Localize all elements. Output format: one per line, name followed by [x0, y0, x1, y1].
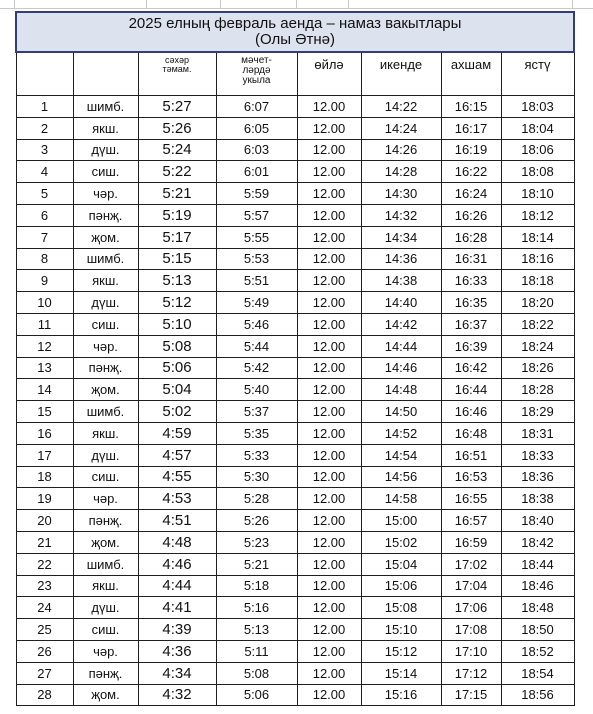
cell-asr: 14:30 [361, 183, 441, 205]
cell-isha: 18:12 [501, 204, 574, 226]
cell-dhuhr: 12.00 [297, 379, 361, 401]
cell-mosque-time: 5:08 [216, 662, 297, 684]
cell-fajr-end: 5:08 [138, 335, 216, 357]
cell-weekday: чәр. [73, 335, 138, 357]
cell-day: 25 [16, 619, 73, 641]
cell-weekday: якш. [73, 117, 138, 139]
cell-asr: 15:10 [361, 619, 441, 641]
cell-weekday: җом. [73, 531, 138, 553]
table-row [16, 292, 574, 314]
cell-isha: 18:38 [501, 488, 574, 510]
cell-fajr-end: 5:12 [138, 292, 216, 314]
cell-maghrib: 16:51 [441, 444, 501, 466]
cell-fajr-end: 5:13 [138, 270, 216, 292]
cell-maghrib: 16:28 [441, 226, 501, 248]
cell-mosque-time: 5:49 [216, 292, 297, 314]
cell-isha: 18:40 [501, 510, 574, 532]
cell-day: 12 [16, 335, 73, 357]
cell-asr: 14:38 [361, 270, 441, 292]
cell-dhuhr: 12.00 [297, 270, 361, 292]
cell-mosque-time: 5:33 [216, 444, 297, 466]
cell-dhuhr: 12.00 [297, 292, 361, 314]
cell-dhuhr: 12.00 [297, 357, 361, 379]
cell-asr: 14:36 [361, 248, 441, 270]
cell-asr: 15:16 [361, 684, 441, 706]
cell-mosque-time: 5:30 [216, 466, 297, 488]
cell-fajr-end: 4:57 [138, 444, 216, 466]
cell-asr: 15:00 [361, 510, 441, 532]
table-row [16, 510, 574, 532]
table-row [16, 248, 574, 270]
cell-fajr-end: 5:27 [138, 96, 216, 118]
cell-isha: 18:56 [501, 684, 574, 706]
cell-isha: 18:08 [501, 161, 574, 183]
header-fajr-line-1: сәхәр [164, 55, 190, 65]
cell-maghrib: 16:24 [441, 183, 501, 205]
cell-maghrib: 16:42 [441, 357, 501, 379]
cell-day: 6 [16, 204, 73, 226]
cell-dhuhr: 12.00 [297, 531, 361, 553]
cell-weekday: шимб. [73, 553, 138, 575]
cell-dhuhr: 12.00 [297, 422, 361, 444]
cell-fajr-end: 4:55 [138, 466, 216, 488]
cell-day: 26 [16, 640, 73, 662]
cell-day: 4 [16, 161, 73, 183]
cell-dhuhr: 12.00 [297, 597, 361, 619]
table-row [16, 96, 574, 118]
cell-asr: 14:50 [361, 401, 441, 423]
cell-fajr-end: 4:48 [138, 531, 216, 553]
cell-asr: 14:48 [361, 379, 441, 401]
cell-fajr-end: 5:26 [138, 117, 216, 139]
cell-weekday: шимб. [73, 248, 138, 270]
table-body [16, 96, 574, 706]
cell-asr: 15:02 [361, 531, 441, 553]
header-day [16, 52, 73, 96]
table-row [16, 161, 574, 183]
cell-maghrib: 16:26 [441, 204, 501, 226]
cell-mosque-time: 5:06 [216, 684, 297, 706]
cell-mosque-time: 5:16 [216, 597, 297, 619]
cell-isha: 18:24 [501, 335, 574, 357]
cell-mosque-time: 5:42 [216, 357, 297, 379]
ruler-tick [146, 0, 147, 8]
cell-asr: 15:12 [361, 640, 441, 662]
cell-asr: 14:32 [361, 204, 441, 226]
cell-weekday: пәнҗ. [73, 510, 138, 532]
cell-isha: 18:29 [501, 401, 574, 423]
cell-maghrib: 16:37 [441, 313, 501, 335]
cell-asr: 14:34 [361, 226, 441, 248]
cell-fajr-end: 4:46 [138, 553, 216, 575]
cell-fajr-end: 4:32 [138, 684, 216, 706]
cell-asr: 14:56 [361, 466, 441, 488]
cell-day: 7 [16, 226, 73, 248]
cell-maghrib: 16:15 [441, 96, 501, 118]
cell-fajr-end: 5:21 [138, 183, 216, 205]
cell-asr: 15:06 [361, 575, 441, 597]
table-row [16, 684, 574, 706]
cell-dhuhr: 12.00 [297, 335, 361, 357]
cell-mosque-time: 5:21 [216, 553, 297, 575]
cell-mosque-time: 5:53 [216, 248, 297, 270]
cell-isha: 18:28 [501, 379, 574, 401]
cell-maghrib: 16:19 [441, 139, 501, 161]
table-row [16, 226, 574, 248]
cell-mosque-time: 5:59 [216, 183, 297, 205]
cell-maghrib: 16:39 [441, 335, 501, 357]
cell-mosque-time: 5:51 [216, 270, 297, 292]
cell-dhuhr: 12.00 [297, 96, 361, 118]
table-row [16, 204, 574, 226]
table-row [16, 183, 574, 205]
cell-day: 24 [16, 597, 73, 619]
cell-fajr-end: 5:19 [138, 204, 216, 226]
ruler-tick [572, 0, 573, 8]
cell-weekday: чәр. [73, 183, 138, 205]
header-row [16, 52, 574, 96]
cell-mosque-time: 6:07 [216, 96, 297, 118]
cell-asr: 15:04 [361, 553, 441, 575]
ruler-tick [348, 0, 349, 8]
cell-isha: 18:06 [501, 139, 574, 161]
cell-weekday: якш. [73, 422, 138, 444]
cell-mosque-time: 5:57 [216, 204, 297, 226]
cell-isha: 18:44 [501, 553, 574, 575]
cell-dhuhr: 12.00 [297, 139, 361, 161]
cell-weekday: җом. [73, 226, 138, 248]
cell-weekday: шимб. [73, 401, 138, 423]
page-ruler [0, 0, 593, 9]
cell-mosque-time: 5:13 [216, 619, 297, 641]
cell-day: 16 [16, 422, 73, 444]
cell-weekday: пәнҗ. [73, 357, 138, 379]
ruler-tick [296, 0, 297, 8]
cell-isha: 18:20 [501, 292, 574, 314]
cell-weekday: дүш. [73, 292, 138, 314]
cell-dhuhr: 12.00 [297, 575, 361, 597]
cell-maghrib: 17:08 [441, 619, 501, 641]
cell-dhuhr: 12.00 [297, 313, 361, 335]
cell-maghrib: 16:53 [441, 466, 501, 488]
cell-isha: 18:50 [501, 619, 574, 641]
cell-fajr-end: 4:44 [138, 575, 216, 597]
cell-maghrib: 16:59 [441, 531, 501, 553]
cell-asr: 15:08 [361, 597, 441, 619]
cell-isha: 18:16 [501, 248, 574, 270]
cell-asr: 14:44 [361, 335, 441, 357]
cell-weekday: сиш. [73, 619, 138, 641]
cell-maghrib: 16:57 [441, 510, 501, 532]
table-row [16, 488, 574, 510]
cell-isha: 18:42 [501, 531, 574, 553]
header-mosque-line-1: мәчет- [241, 55, 272, 66]
cell-dhuhr: 12.00 [297, 444, 361, 466]
cell-fajr-end: 4:59 [138, 422, 216, 444]
cell-maghrib: 16:55 [441, 488, 501, 510]
cell-mosque-time: 5:35 [216, 422, 297, 444]
cell-weekday: якш. [73, 575, 138, 597]
table-row [16, 466, 574, 488]
cell-fajr-end: 5:02 [138, 401, 216, 423]
header-mosque-time [216, 52, 297, 96]
cell-day: 15 [16, 401, 73, 423]
cell-isha: 18:14 [501, 226, 574, 248]
cell-dhuhr: 12.00 [297, 684, 361, 706]
table-row [16, 117, 574, 139]
cell-day: 1 [16, 96, 73, 118]
cell-isha: 18:52 [501, 640, 574, 662]
header-mosque-line-3: укыла [242, 75, 271, 86]
table-row [16, 335, 574, 357]
cell-fajr-end: 5:04 [138, 379, 216, 401]
cell-mosque-time: 5:46 [216, 313, 297, 335]
cell-maghrib: 17:10 [441, 640, 501, 662]
table-row [16, 422, 574, 444]
cell-fajr-end: 4:39 [138, 619, 216, 641]
cell-dhuhr: 12.00 [297, 401, 361, 423]
cell-fajr-end: 4:41 [138, 597, 216, 619]
cell-isha: 18:54 [501, 662, 574, 684]
cell-maghrib: 16:44 [441, 379, 501, 401]
cell-day: 13 [16, 357, 73, 379]
header-isha: ястү [501, 52, 574, 96]
cell-maghrib: 16:33 [441, 270, 501, 292]
cell-day: 8 [16, 248, 73, 270]
cell-dhuhr: 12.00 [297, 662, 361, 684]
title-row [16, 12, 574, 52]
cell-weekday: дүш. [73, 139, 138, 161]
cell-isha: 18:04 [501, 117, 574, 139]
cell-day: 17 [16, 444, 73, 466]
cell-weekday: җом. [73, 684, 138, 706]
cell-weekday: чәр. [73, 488, 138, 510]
cell-day: 21 [16, 531, 73, 553]
table-row [16, 531, 574, 553]
cell-dhuhr: 12.00 [297, 466, 361, 488]
cell-weekday: җом. [73, 379, 138, 401]
cell-isha: 18:22 [501, 313, 574, 335]
cell-day: 10 [16, 292, 73, 314]
cell-asr: 14:42 [361, 313, 441, 335]
cell-maghrib: 17:15 [441, 684, 501, 706]
cell-day: 18 [16, 466, 73, 488]
cell-maghrib: 16:35 [441, 292, 501, 314]
cell-dhuhr: 12.00 [297, 553, 361, 575]
cell-dhuhr: 12.00 [297, 640, 361, 662]
cell-fajr-end: 5:06 [138, 357, 216, 379]
cell-dhuhr: 12.00 [297, 248, 361, 270]
cell-asr: 14:28 [361, 161, 441, 183]
cell-dhuhr: 12.00 [297, 226, 361, 248]
table-row [16, 575, 574, 597]
cell-mosque-time: 5:40 [216, 379, 297, 401]
header-mosque-line-2: ләрдә [242, 65, 271, 76]
table-row [16, 640, 574, 662]
cell-maghrib: 16:17 [441, 117, 501, 139]
cell-weekday: пәнҗ. [73, 204, 138, 226]
cell-maghrib: 17:04 [441, 575, 501, 597]
cell-fajr-end: 5:10 [138, 313, 216, 335]
table-row [16, 313, 574, 335]
cell-asr: 14:40 [361, 292, 441, 314]
cell-fajr-end: 4:53 [138, 488, 216, 510]
cell-dhuhr: 12.00 [297, 117, 361, 139]
cell-maghrib: 16:22 [441, 161, 501, 183]
header-asr: икенде [361, 52, 441, 96]
cell-mosque-time: 5:37 [216, 401, 297, 423]
table-row [16, 553, 574, 575]
header-maghrib: ахшам [441, 52, 501, 96]
table-row [16, 401, 574, 423]
cell-fajr-end: 5:24 [138, 139, 216, 161]
table-row [16, 619, 574, 641]
table-row [16, 357, 574, 379]
table-row [16, 270, 574, 292]
cell-isha: 18:46 [501, 575, 574, 597]
cell-dhuhr: 12.00 [297, 183, 361, 205]
header-fajr-end [138, 52, 216, 96]
cell-mosque-time: 5:11 [216, 640, 297, 662]
cell-asr: 15:14 [361, 662, 441, 684]
cell-mosque-time: 5:26 [216, 510, 297, 532]
cell-asr: 14:52 [361, 422, 441, 444]
cell-asr: 14:58 [361, 488, 441, 510]
cell-day: 9 [16, 270, 73, 292]
cell-weekday: сиш. [73, 161, 138, 183]
cell-day: 23 [16, 575, 73, 597]
table-row [16, 444, 574, 466]
cell-mosque-time: 5:23 [216, 531, 297, 553]
cell-day: 5 [16, 183, 73, 205]
ruler-tick [14, 0, 15, 8]
table-row [16, 662, 574, 684]
cell-isha: 18:26 [501, 357, 574, 379]
header-dhuhr: өйлә [297, 52, 361, 96]
header-weekday [73, 52, 138, 96]
cell-fajr-end: 4:34 [138, 662, 216, 684]
title-line-1: 2025 елның февраль аенда – намаз вакытлары [128, 15, 462, 32]
cell-maghrib: 17:06 [441, 597, 501, 619]
cell-mosque-time: 5:44 [216, 335, 297, 357]
cell-mosque-time: 5:55 [216, 226, 297, 248]
cell-asr: 14:22 [361, 96, 441, 118]
cell-day: 22 [16, 553, 73, 575]
cell-dhuhr: 12.00 [297, 510, 361, 532]
cell-fajr-end: 5:17 [138, 226, 216, 248]
table-row [16, 597, 574, 619]
header-fajr-line-2: тәмам. [162, 64, 192, 74]
cell-isha: 18:31 [501, 422, 574, 444]
cell-fajr-end: 4:51 [138, 510, 216, 532]
cell-dhuhr: 12.00 [297, 619, 361, 641]
cell-fajr-end: 5:15 [138, 248, 216, 270]
cell-weekday: сиш. [73, 313, 138, 335]
cell-weekday: дүш. [73, 597, 138, 619]
cell-mosque-time: 6:01 [216, 161, 297, 183]
cell-weekday: сиш. [73, 466, 138, 488]
cell-isha: 18:03 [501, 96, 574, 118]
cell-day: 19 [16, 488, 73, 510]
cell-fajr-end: 4:36 [138, 640, 216, 662]
cell-weekday: дүш. [73, 444, 138, 466]
cell-weekday: якш. [73, 270, 138, 292]
cell-asr: 14:54 [361, 444, 441, 466]
cell-asr: 14:46 [361, 357, 441, 379]
cell-maghrib: 17:02 [441, 553, 501, 575]
cell-mosque-time: 5:28 [216, 488, 297, 510]
cell-maghrib: 16:46 [441, 401, 501, 423]
cell-fajr-end: 5:22 [138, 161, 216, 183]
cell-maghrib: 16:48 [441, 422, 501, 444]
cell-mosque-time: 6:03 [216, 139, 297, 161]
cell-mosque-time: 6:05 [216, 117, 297, 139]
cell-day: 27 [16, 662, 73, 684]
table-row [16, 379, 574, 401]
cell-day: 3 [16, 139, 73, 161]
title-line-2: (Олы Әтнә) [255, 31, 335, 48]
cell-mosque-time: 5:18 [216, 575, 297, 597]
cell-isha: 18:33 [501, 444, 574, 466]
cell-asr: 14:24 [361, 117, 441, 139]
cell-asr: 14:26 [361, 139, 441, 161]
cell-day: 14 [16, 379, 73, 401]
prayer-times-table [15, 11, 575, 706]
cell-isha: 18:48 [501, 597, 574, 619]
cell-isha: 18:18 [501, 270, 574, 292]
cell-day: 11 [16, 313, 73, 335]
cell-day: 2 [16, 117, 73, 139]
ruler-line [0, 8, 593, 9]
cell-weekday: пәнҗ. [73, 662, 138, 684]
ruler-tick [220, 0, 221, 8]
cell-maghrib: 16:31 [441, 248, 501, 270]
cell-dhuhr: 12.00 [297, 161, 361, 183]
cell-weekday: чәр. [73, 640, 138, 662]
table-row [16, 139, 574, 161]
cell-isha: 18:36 [501, 466, 574, 488]
cell-maghrib: 17:12 [441, 662, 501, 684]
table-title [16, 12, 574, 52]
cell-dhuhr: 12.00 [297, 488, 361, 510]
cell-day: 28 [16, 684, 73, 706]
cell-dhuhr: 12.00 [297, 204, 361, 226]
cell-isha: 18:10 [501, 183, 574, 205]
cell-weekday: шимб. [73, 96, 138, 118]
cell-day: 20 [16, 510, 73, 532]
